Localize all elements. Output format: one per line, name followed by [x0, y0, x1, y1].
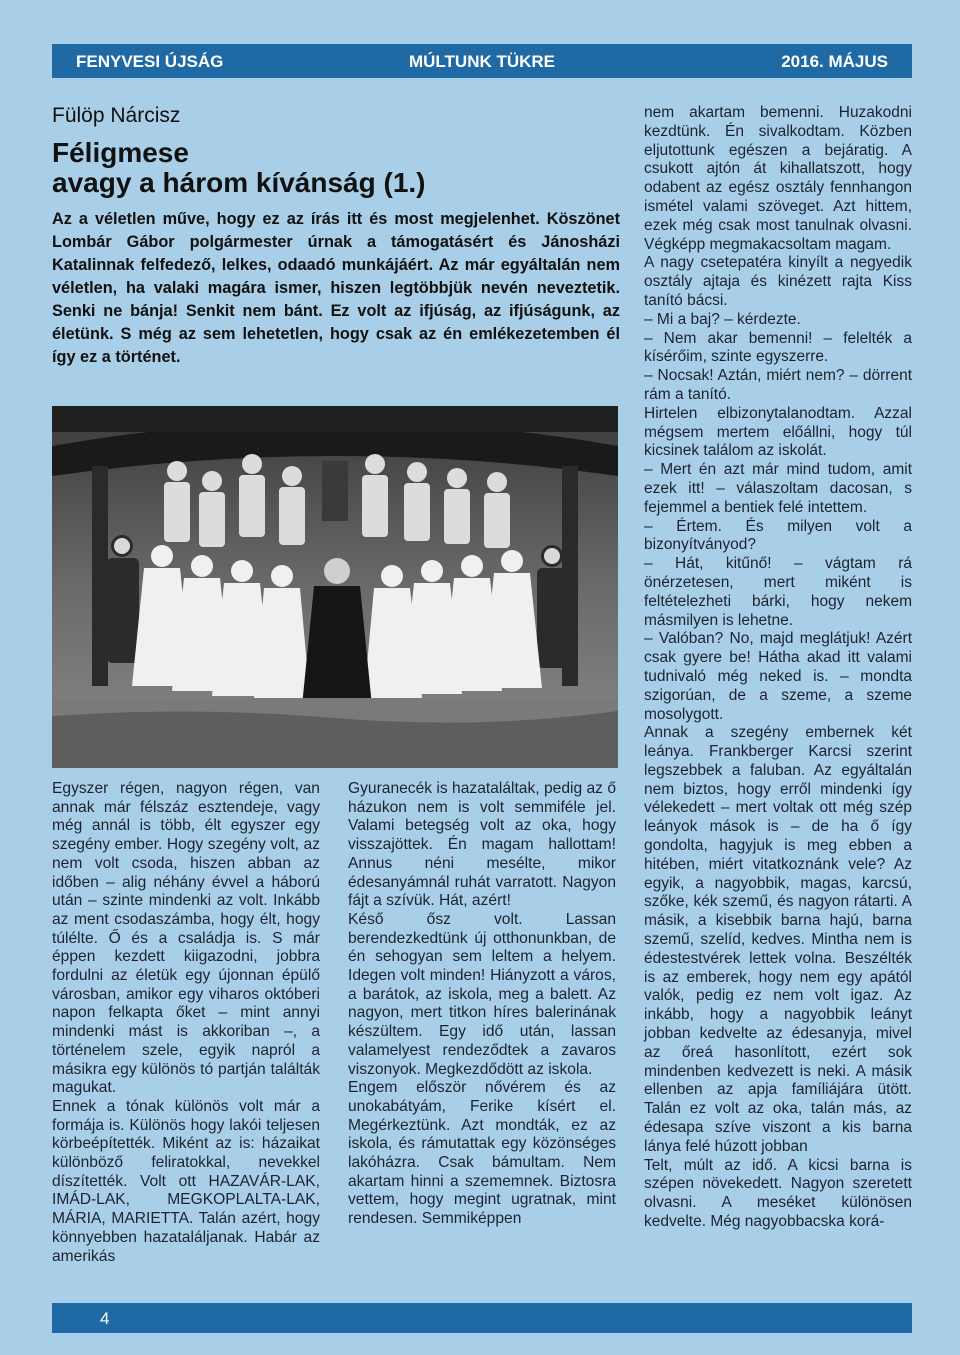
article-title [52, 138, 426, 198]
dialogue-line: – Nocsak! Aztán, miért nem? – dörrent rám a tanító. [644, 367, 912, 403]
paragraph: Engem először nővérem és az unokabátyám, Ferike kísért el. Megérkeztünk. Azt mondták, ez az iskola, és rámutattak egy közönséges lakóházra. Csak bámultam. Nem akartam hinni a szememnek. Biztosra vettem, hogy megint ugratnak, mint rendesen. Semmiképpen [348, 1079, 616, 1228]
dialogue-line: – Értem. És milyen volt a bizonyítványod? [644, 517, 912, 554]
dialogue-line: – Nem akar bemenni! – felelték a kísérőim, szinte egyszerre. [644, 329, 912, 366]
publication-name: FENYVESI ÚJSÁG [76, 52, 224, 71]
issue-date: 2016. MÁJUS [781, 52, 888, 71]
paragraph: Egyszer régen, nagyon régen, van annak már félszáz esztendeje, vagy még annál is több, élt egyszer egy szegény ember. Hogy szegény volt, az nem volt csoda, hiszen abban az időben – alig néhány évvel a háború után – szinte mindenki az volt. Inkább az ment csodaszámba, hogy élt, hogy túlélte. Ő és a családja is. S már éppen kezdett kiigazodni, jobbra fordulni az életük egy újonnan épülő városban, amikor egy viharos októberi napon felkapta őket – mint annyi mindenki mást is akkoriban –, a történelem szele, egyik napról a másikra egy különös tó partján találták magukat. [52, 780, 320, 1097]
paragraph: Késő ősz volt. Lassan berendezkedtünk új otthonunkban, de én sehogyan sem leltem a helyem. Idegen volt minden! Hiányzott a város, a barátok, az iskola, meg a balett. Az nagyon, mert titkon híres balerinának készültem. Egy idő után, lassan valamelyest rendeződtek a zavaros viszonyok. Megkezdődött az iskola. [348, 910, 616, 1078]
paragraph: Hirtelen elbizonytalanodtam. Azzal mégsem mertem előállni, hogy túl kicsinek találom az iskolát. [644, 404, 912, 460]
group-photo [52, 406, 618, 768]
dialogue-line: – Mi a baj? – kérdezte. [644, 310, 801, 328]
dialogue-line: – Hát, kitűnő! – vágtam rá önérzetesen, mert miként is feltételezheti bárki, hogy nekem másmilyen is lehetne. [644, 555, 912, 629]
dialogue-line: – Mert én azt már mind tudom, amit ezek itt! – válaszoltam dacosan, s fejemmel a bentiek felé intettem. [644, 461, 912, 516]
paragraph: Gyuranecék is hazataláltak, pedig az ő házukon nem is volt semmiféle jel. Valami betegség volt az oka, hogy visszajöttek. Én magam hallottam! Annus néni mesélte, mikor édesanyámnál ruhát varratott. Nagyon fájt a szívük. Hát, azért! [348, 780, 616, 910]
paragraph: A nagy csetepatéra kinyílt a negyedik osztály ajtaja és kinézett rajta Kiss tanító bácsi. [644, 254, 912, 309]
page-footer [52, 1303, 912, 1333]
dialogue-line: – Valóban? No, majd meglátjuk! Azért csak gyere be! Hátha akad itt valami tudnivaló még neked is. – mondta szigorúan, de a szeme, a szeme mosolygott. [644, 630, 912, 723]
paragraph: Ennek a tónak különös volt már a formája is. Különös hogy lakói teljesen körbeépítették. Miként az is: házaikat különböző feliratokkal, nevekkel díszítették. Volt ott HAZAVÁR-LAK, IMÁD-LAK, MEGKOPLALTA-LAK, MÁRIA, MARIETTA. Talán azért, hogy könnyebben hazataláljanak. Habár az amerikás [52, 1097, 320, 1265]
paragraph: Annak a szegény embernek két leánya. Frankberger Karcsi szerint legszebbek a faluban. Az egyáltalán nem biztos, hogy erről mindenki így vélekedett – mert voltak ott még szép leányok mások is – de ha ő így gondolta, hagyjuk is meg ebben a hitében, miért vitatkoznánk vele? Az egyik, a nagyobbik, magas, karcsú, szőke, kék szemű, és nagyon rátarti. A másik, a kisebbik barna hajú, barna szemű, szelíd, kedves. Mintha nem is édestestvérek lettek volna. Beszélték is az emberek, hogy nem egy apától valók, pedig ez nem volt igaz. Az inkább, hogy a nagyobbik leányt jobban kedvelte az édesanyja, mivel az őreá hasonlított, ezért sok mindenben kedvezett is neki. A másik ellenben az apja famíliájára ütött. Talán ez volt az oka, talán más, az édesapa szíve viszont a kis barna lánya felé húzott jobban [644, 724, 912, 1155]
title-line-1: Féligmese [52, 137, 189, 168]
paragraph: nem akartam bemenni. Huzakodni kezdtünk. Én sivalkodtam. Közben eljutottunk egészen a bejáratig. A csukott ajtón át kihallatszott, hogy odabent az egész osztály fennhangon ismétel valami szöveget. Azt hittem, ezek még csak most tanulnak olvasni. Végképp megmakacsoltam magam. [644, 104, 912, 253]
article-author: Fülöp Nárcisz [52, 104, 181, 127]
article-intro: Az a véletlen műve, hogy ez az írás itt és most megjelenhet. Köszönet Lombár Gábor polgármester úrnak a támogatásért és Jánosházi Katalinnak felfedező, lelkes, odaadó munkájáért. Az már egyáltalán nem véletlen, ha valaki magára ismer, hiszen legtöbbjük nevén neveztetik. Senki ne bánja! Senkit nem bánt. Ez volt az ifjúság, az ifjúságunk, az életünk. S még az sem lehetetlen, hogy csak az én emlékezetemben él így ez a történet. [52, 210, 620, 366]
page-number: 4 [100, 1309, 110, 1328]
title-line-2: avagy a három kívánság (1.) [52, 167, 426, 198]
text-column-right [644, 104, 912, 1232]
paragraph: Telt, múlt az idő. A kicsi barna is szépen növekedett. Nagyon szeretett olvasni. A meséket különösen kedvelte. Még nagyobbacska korá- [644, 1156, 912, 1231]
section-name: MÚLTUNK TÜKRE [408, 52, 556, 71]
text-column-middle [348, 780, 616, 1229]
page-header [52, 44, 912, 78]
text-column-left [52, 780, 320, 1266]
